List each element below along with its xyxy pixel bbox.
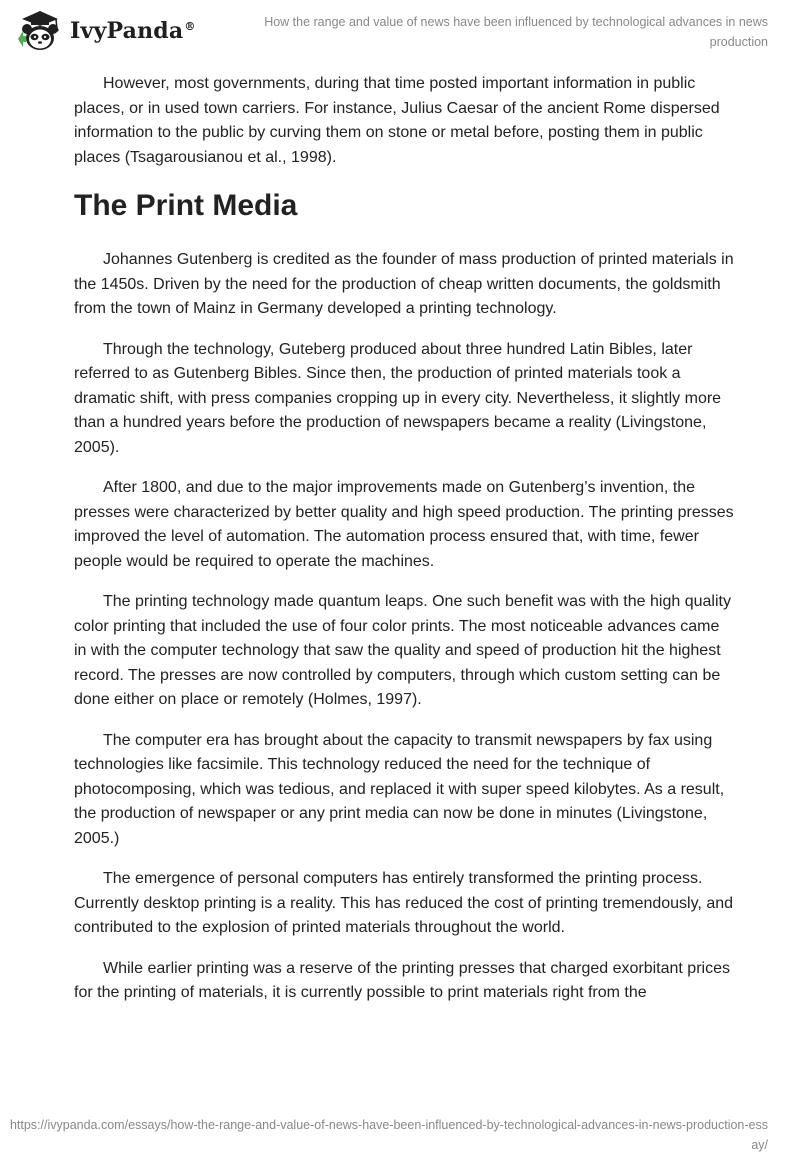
essay-content	[74, 72, 734, 1022]
document-title: How the range and value of news have been influenced by technological advances in news production	[264, 15, 768, 49]
paragraph: The computer era has brought about the capacity to transmit newspapers by fax using technologies like facsimile. This technology reduced the need for the technique of photocomposing, which was tedious, and replaced it with super speed kilobytes. As a result, the production of newspaper or any print media can now be done in minutes (Livingstone, 2005.)	[74, 731, 725, 847]
paragraph: Through the technology, Guteberg produced about three hundred Latin Bibles, later referred to as Gutenberg Bibles. Since then, the production of printed materials took a dramatic shift, with press companies cropping up in every city. Nevertheless, it slightly more than a hundred years before the production of newspapers became a reality (Livingstone, 2005).	[74, 340, 722, 456]
paragraph: The emergence of personal computers has entirely transformed the printing process. Currently desktop printing is a reality. This has reduced the cost of printing tremendously, and contributed to the explosion of printed materials throughout the world.	[74, 870, 734, 936]
paragraph: Johannes Gutenberg is credited as the founder of mass production of printed materials in the 1450s. Driven by the need for the production of cheap written documents, the goldsmith from the town of Mainz in Germany developed a printing technology.	[74, 251, 734, 317]
ivypanda-logo[interactable]	[14, 7, 196, 55]
footer-source-url[interactable]: https://ivypanda.com/essays/how-the-range-and-value-of-news-have-been-influenced-by-technological-advances-in-news-production-essay/	[9, 1118, 768, 1152]
panda-graduate-logo-icon	[14, 7, 66, 55]
page-header	[0, 0, 800, 60]
logo-text	[70, 18, 196, 44]
paragraph: The printing technology made quantum leaps. One such benefit was with the high quality color printing that included the use of four color prints. The most noticeable advances came in with the computer technology that saw the quality and speed of production hit the highest record. The presses are now controlled by computers, through which custom setting can be done either on place or remotely (Holmes, 1997).	[74, 593, 731, 708]
section-heading: The Print Media	[74, 189, 298, 222]
paragraph: While earlier printing was a reserve of the printing presses that charged exorbitant prices for the printing of materials, it is currently possible to print materials right from the	[74, 959, 730, 1001]
logo-name: IvyPanda	[70, 18, 184, 44]
registered-mark: ®	[184, 19, 196, 33]
intro-paragraph: However, most governments, during that time posted important information in public places, or in used town carriers. For instance, Julius Caesar of the ancient Rome dispersed information to the public by curving them on stone or metal before, posting them in public places (Tsagarousianou et al., 1998).	[74, 75, 720, 166]
paragraph: After 1800, and due to the major improvements made on Gutenberg’s invention, the presses were characterized by better quality and high speed production. The printing presses improved the level of automation. The automation process ensured that, with time, fewer people would be required to operate the machines.	[74, 479, 734, 570]
